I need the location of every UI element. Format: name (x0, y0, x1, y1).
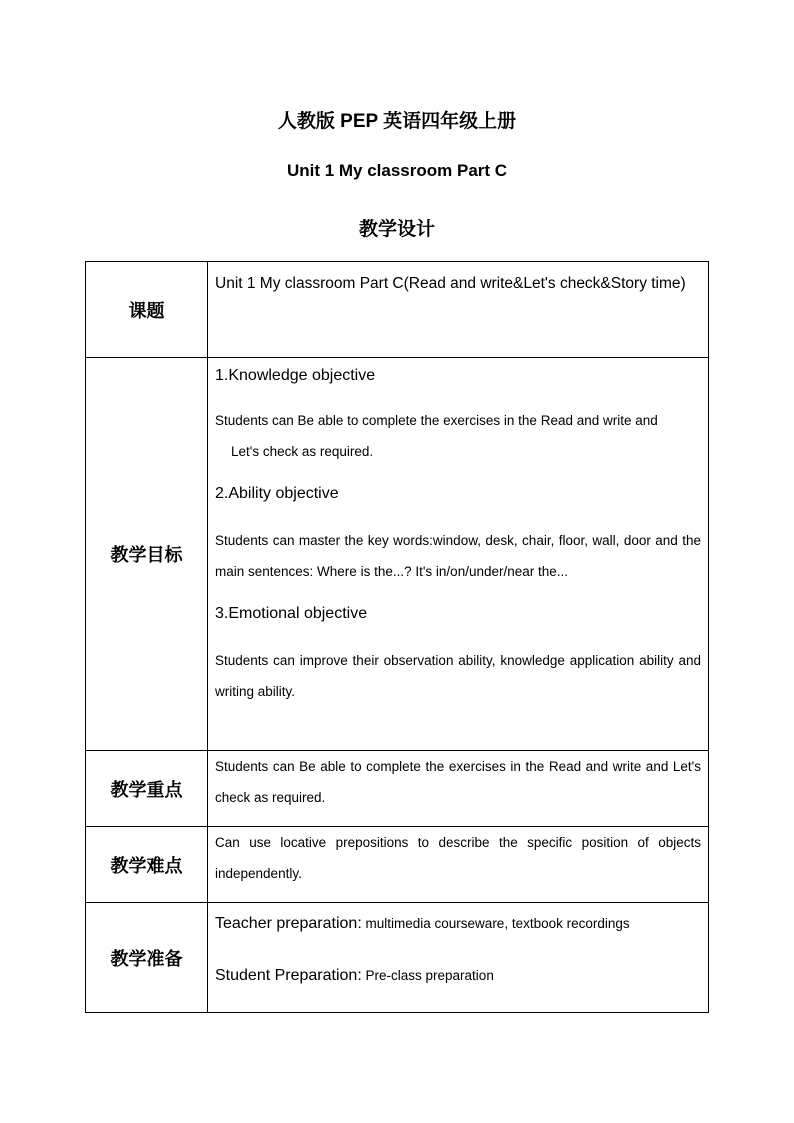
student-preparation-text: Pre-class preparation (361, 968, 494, 983)
teacher-preparation-line (215, 915, 701, 933)
row-content-preparation (208, 903, 709, 1013)
row-content-topic (208, 262, 709, 358)
row-content-key-points (208, 751, 709, 827)
difficulties-text: Can use locative prepositions to describe the specific position of objects independently. (215, 835, 701, 881)
emotional-objective-text: Students can improve their observation ability, knowledge application ability and writing ability. (215, 653, 701, 699)
lesson-plan-table (85, 261, 709, 1013)
table-row-difficulties (86, 827, 709, 903)
ability-objective-text: Students can master the key words:window, desk, chair, floor, wall, door and the main sentences: Where is the...? It's in/on/under/near the... (215, 533, 701, 579)
row-content-difficulties (208, 827, 709, 903)
row-label-difficulties: 教学难点 (86, 827, 208, 903)
document-title: 人教版 PEP 英语四年级上册 (277, 111, 517, 132)
row-label-key-points: 教学重点 (86, 751, 208, 827)
student-preparation-label: Student Preparation: (215, 967, 362, 984)
knowledge-objective-line1: Students can Be able to complete the exercises in the Read and write and (215, 413, 658, 428)
document-type-heading: 教学设计 (358, 219, 435, 240)
teacher-preparation-text: multimedia courseware, textbook recordings (361, 916, 630, 931)
row-label-topic: 课题 (86, 262, 208, 358)
table-row-key-points (86, 751, 709, 827)
emotional-objective-heading: 3.Emotional objective (215, 605, 368, 622)
table-row-objectives (86, 358, 709, 751)
ability-objective-heading: 2.Ability objective (215, 485, 339, 502)
table-row-preparation (86, 903, 709, 1013)
knowledge-objective-line2: Let's check as required. (231, 444, 374, 459)
row-label-objectives: 教学目标 (86, 358, 208, 751)
row-content-objectives (208, 358, 709, 751)
document-subtitle: Unit 1 My classroom Part C (286, 161, 508, 180)
student-preparation-line (215, 967, 701, 985)
topic-text: Unit 1 My classroom Part C(Read and write&Let's check&Story time) (215, 275, 686, 292)
knowledge-objective-heading: 1.Knowledge objective (215, 367, 376, 384)
teacher-preparation-label: Teacher preparation: (215, 915, 362, 932)
table-row-topic (86, 262, 709, 358)
row-label-preparation: 教学准备 (86, 903, 208, 1013)
key-points-text: Students can Be able to complete the exercises in the Read and write and Let's check as required. (215, 759, 701, 805)
